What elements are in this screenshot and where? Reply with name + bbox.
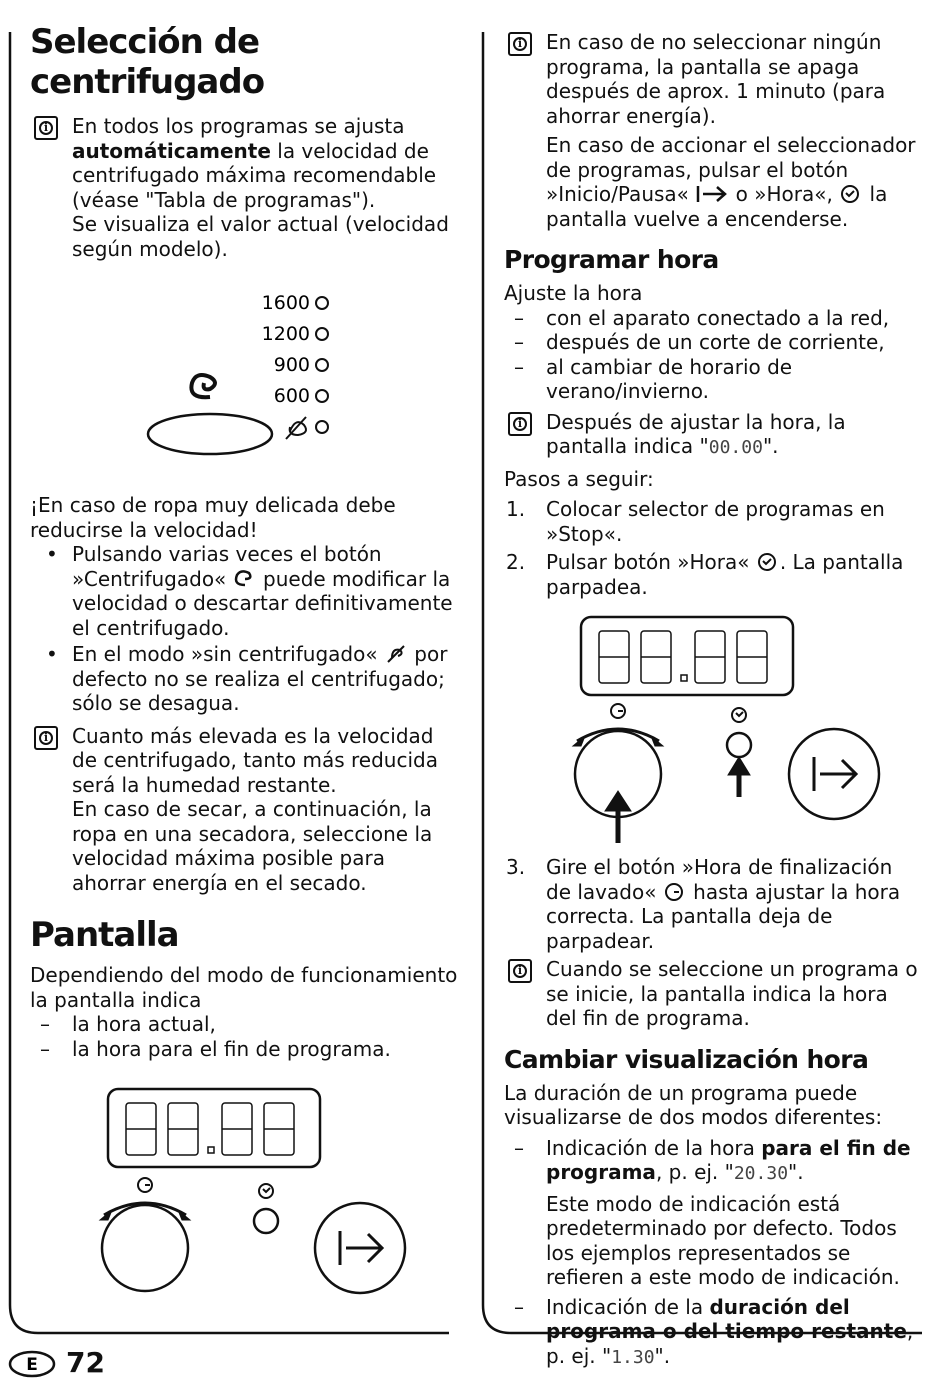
steps-label: Pasos a seguir: [504,466,654,491]
spin-button[interactable] [148,414,272,454]
dash-item: – la hora actual, [30,1012,460,1037]
option-text: ". [788,1160,804,1184]
step-number: 1. [506,497,526,521]
bullet-text: puede modificar la velocidad o descartar definitivamente el centrifugado. [72,566,453,640]
left-column [30,22,460,1313]
option-text: , p. ej. " [546,1319,914,1368]
info-note-display-off [504,30,922,231]
clock-button[interactable] [727,733,751,757]
note-text: ". [762,434,779,458]
dash-item [504,1295,922,1371]
info-icon: i [34,726,58,750]
speed-label: 600 [273,385,310,407]
clock-icon [732,708,746,722]
note-text: Cuando se seleccione un programa o se inicie, la pantalla indica la hora del fin de programa. [546,957,918,1030]
display-code: 20.30 [733,1163,789,1184]
clock-icon [839,184,863,204]
bullet-item [30,542,460,640]
info-icon: i [34,116,58,140]
end-time-knob[interactable] [102,1205,188,1291]
note-bold: automáticamente [72,138,271,163]
step-item [504,497,922,546]
note-text: En caso de accionar el seleccionador de programas, pulsar el botón »Inicio/Pausa« [546,133,916,206]
step-item [504,855,922,953]
no-spin-icon [384,644,408,664]
dash-item: – la hora para el fin de programa. [30,1037,460,1062]
clock-button[interactable] [254,1209,278,1233]
page-number: 72 [66,1346,105,1379]
info-icon: i [508,959,532,983]
display-panel-diagram [30,1083,460,1313]
note-text: En caso de no seleccionar ningún programa, la pantalla se apaga después de aprox. 1 minuto (para ahorrar energía). [546,30,886,128]
display-code: 00.00 [708,437,763,458]
heading-change-display: Cambiar visualización hora [504,1044,869,1074]
no-spin-icon [286,417,306,439]
dash-item: – después de un corte de corriente, [504,330,922,355]
speed-led [316,297,328,309]
note-text: En todos los programas se ajusta [72,114,405,138]
spin-speed-diagram [30,279,460,479]
step-item [504,550,922,599]
note-text: En caso de secar, a continuación, la ropa en una secadora, seleccione la velocidad máxima posible para ahorrar energía en el secado. [72,797,433,895]
step-text: . La pantalla parpadea. [546,550,904,599]
speed-label: 1200 [261,323,310,345]
option-text: Indicación de la hora [546,1135,762,1160]
page-footer [8,1346,128,1382]
bullet-text: En el modo »sin centrifugado« [72,642,384,666]
option-text: , p. ej. " [655,1160,734,1184]
segment-digits [599,631,767,683]
clock-icon [756,552,780,572]
heading-set-time: Programar hora [504,245,719,274]
step-text: Colocar selector de programas en »Stop«. [546,497,885,546]
right-column [504,30,922,1370]
info-note-humidity [30,724,460,896]
section-title-spin: Selección de centrifugado [30,22,265,102]
note-text: o »Hora«, [729,182,840,206]
display-intro: Dependiendo del modo de funcionamiento la pantalla indica [30,963,458,1012]
speed-label: 1600 [261,292,310,314]
info-note-program-end [504,957,922,1031]
step-number: 3. [506,855,526,879]
start-pause-icon [695,184,729,204]
start-pause-icon [340,1231,382,1265]
change-intro: La duración de un programa puede visualizarse de dos modos diferentes: [504,1080,883,1129]
step-text: Gire el botón »Hora de finalización de lavado« [546,855,893,904]
note-text: Se visualiza el valor actual (velocidad según modelo). [72,212,449,261]
note-text: la velocidad de centrifugado máxima recomendable (véase "Tabla de programas"). [72,138,437,212]
info-note-auto-speed [30,114,460,261]
language-badge [8,1348,60,1380]
option-bold: duración del programa o del tiempo restante [546,1294,907,1343]
spin-icon [191,375,215,397]
arrow-up-icon [728,757,750,797]
bullet-text: Pulsando varias veces el botón »Centrifugado« [72,542,382,591]
timer-icon [663,882,687,902]
option-text: Indicación de la [546,1294,710,1319]
delicate-warning: ¡En caso de ropa muy delicada debe reducirse la velocidad! [30,493,396,542]
spin-icon [233,569,257,589]
info-icon: i [508,32,532,56]
note-text: Cuanto más elevada es la velocidad de centrifugado, tanto más reducida será la humedad restante. [72,723,438,797]
option-bold: para el fin de programa [546,1135,911,1184]
language-code: E [26,1355,38,1375]
timer-icon [611,704,625,718]
segment-digits [126,1103,294,1155]
info-note-after-set [504,410,922,461]
step-text: hasta ajustar la hora correcta. La pantalla deja de parpadear. [546,879,901,953]
speed-led [316,390,328,402]
dash-item: – al cambiar de horario de verano/invierno. [504,355,922,404]
option-text: ". [654,1343,671,1368]
display-code: 1.30 [611,1346,655,1368]
clock-icon [259,1184,273,1198]
step-text: Pulsar botón »Hora« [546,550,756,574]
speed-led [316,359,328,371]
dash-item [504,1136,922,1290]
note-text: Después de ajustar la hora, la pantalla indica " [546,409,846,458]
bullet-text: por defecto no se realiza el centrifugado; sólo se desagua. [72,642,448,715]
step-number: 2. [506,550,526,574]
option-note: Este modo de indicación está predeterminado por defecto. Todos los ejemplos representados se refieren a este modo de indicación. [546,1191,900,1289]
timer-icon [138,1178,152,1192]
start-pause-icon [814,757,856,791]
dash-item: – con el aparato conectado a la red, [504,306,922,331]
section-title-display: Pantalla [30,915,179,955]
adjust-label: Ajuste la hora [504,281,643,305]
speed-label: 900 [273,354,310,376]
speed-led [316,421,328,433]
speed-led [316,328,328,340]
info-icon: i [508,412,532,436]
bullet-item [30,642,460,716]
set-time-diagram [504,611,922,847]
note-text: la pantalla vuelve a encenderse. [546,182,888,231]
